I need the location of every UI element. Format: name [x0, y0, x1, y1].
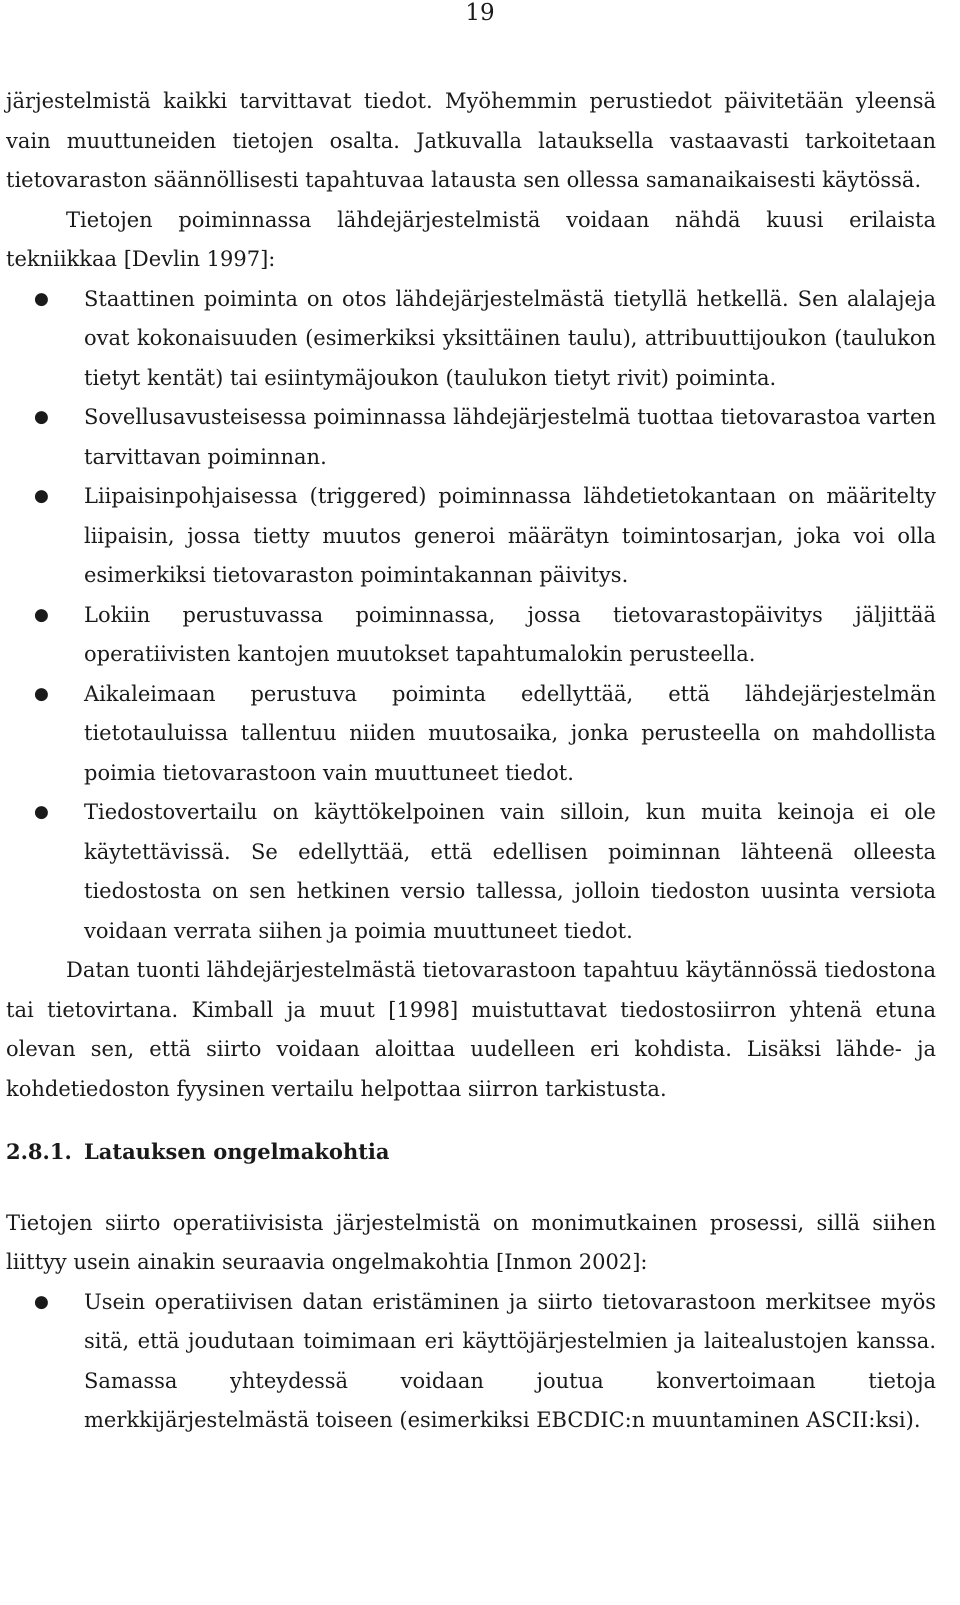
list-item-text: Staattinen poiminta on otos lähdejärjestelmästä tietyllä hetkellä. Sen alalajeja ovat kokonaisuuden (esimerkiksi yksittäinen taulu), attribuuttijoukon (taulukon tietyt kentät) tai esiintymäjoukon (taulukon tietyt rivit) poiminta. [84, 286, 936, 390]
bullet-icon: ● [34, 1291, 49, 1312]
list-item-text: Liipaisinpohjaisessa (triggered) poiminnassa lähdetietokantaan on määritelty liipaisin, jossa tietty muutos generoi määrätyn toimintosarjan, joka voi olla esimerkiksi tietovaraston poimintakannan päivitys. [84, 484, 936, 587]
bullet-icon: ● [34, 604, 49, 625]
list-item [6, 280, 936, 399]
extraction-intro-paragraph: Tietojen poiminnassa lähdejärjestelmistä voidaan nähdä kuusi erilaista tekniikkaa [Devlin 1997]: [6, 207, 936, 271]
bullet-icon: ● [34, 288, 49, 309]
section-heading [6, 1132, 936, 1172]
problems-list [6, 1283, 936, 1441]
bullet-icon: ● [34, 802, 49, 822]
list-item-text: Sovellusavusteisessa poiminnassa lähdejärjestelmä tuottaa tietovarastoa varten tarvittavan poiminnan. [84, 405, 936, 469]
list-item [6, 1283, 936, 1441]
bullet-icon: ● [34, 683, 49, 704]
section-intro-paragraph: Tietojen siirto operatiivisista järjestelmistä on monimutkainen prosessi, sillä siihen liittyy usein ainakin seuraavia ongelmakohtia [Inmon 2002]: [6, 1210, 936, 1274]
section-number: 2.8.1. [6, 1139, 72, 1164]
bullet-icon: ● [34, 486, 49, 506]
data-transfer-paragraph: Datan tuonti lähdejärjestelmästä tietovarastoon tapahtuu käytännössä tiedostona tai tietovirtana. Kimball ja muut [1998] muistuttavat tiedostosiirron yhtenä etuna olevan sen, että siirto voidaan aloittaa uudelleen eri kohdista. Lisäksi lähde- ja kohdetiedoston fyysinen vertailu helpottaa siirron tarkistusta. [6, 958, 936, 1101]
list-item [6, 793, 936, 951]
section-title: Latauksen ongelmakohtia [84, 1139, 390, 1164]
list-item-text: Lokiin perustuvassa poiminnassa, jossa tietovarastopäivitys jäljittää operatiivisten kantojen muutokset tapahtumalokin perusteella. [84, 602, 936, 666]
extraction-techniques-list [6, 280, 936, 952]
intro-continuation-paragraph: järjestelmistä kaikki tarvittavat tiedot. Myöhemmin perustiedot päivitetään yleensä vain muuttuneiden tietojen osalta. Jatkuvalla latauksella vastaavasti tarkoitetaan tietovaraston säännöllisesti tapahtuvaa latausta sen ollessa samanaikaisesti käytössä. [6, 89, 936, 192]
page-number: 19 [465, 0, 495, 26]
list-item [6, 398, 936, 477]
list-item-text: Tiedostovertailu on käyttökelpoinen vain silloin, kun muita keinoja ei ole käytettävissä. Se edellyttää, että edellisen poiminnan lähteenä olleesta tiedostosta on sen hetkinen versio tallessa, jolloin tiedoston uusinta versiota voidaan verrata siihen ja poimia muuttuneet tiedot. [84, 800, 936, 943]
list-item [6, 675, 936, 794]
list-item-text: Usein operatiivisen datan eristäminen ja siirto tietovarastoon merkitsee myös sitä, että joudutaan toimimaan eri käyttöjärjestelmien ja laitealustojen kanssa. Samassa yhteydessä voidaan joutua konvertoimaan tietoja merkkijärjestelmästä toiseen (esimerkiksi EBCDIC:n muuntaminen ASCII:ksi). [84, 1289, 936, 1432]
document-body [6, 82, 936, 1441]
bullet-icon: ● [34, 407, 49, 427]
list-item [6, 477, 936, 596]
list-item-text: Aikaleimaan perustuva poiminta edellyttää, että lähdejärjestelmän tietotauluissa tallentuu niiden muutosaika, jonka perusteella on mahdollista poimia tietovarastoon vain muuttuneet tiedot. [84, 681, 936, 785]
list-item [6, 596, 936, 675]
